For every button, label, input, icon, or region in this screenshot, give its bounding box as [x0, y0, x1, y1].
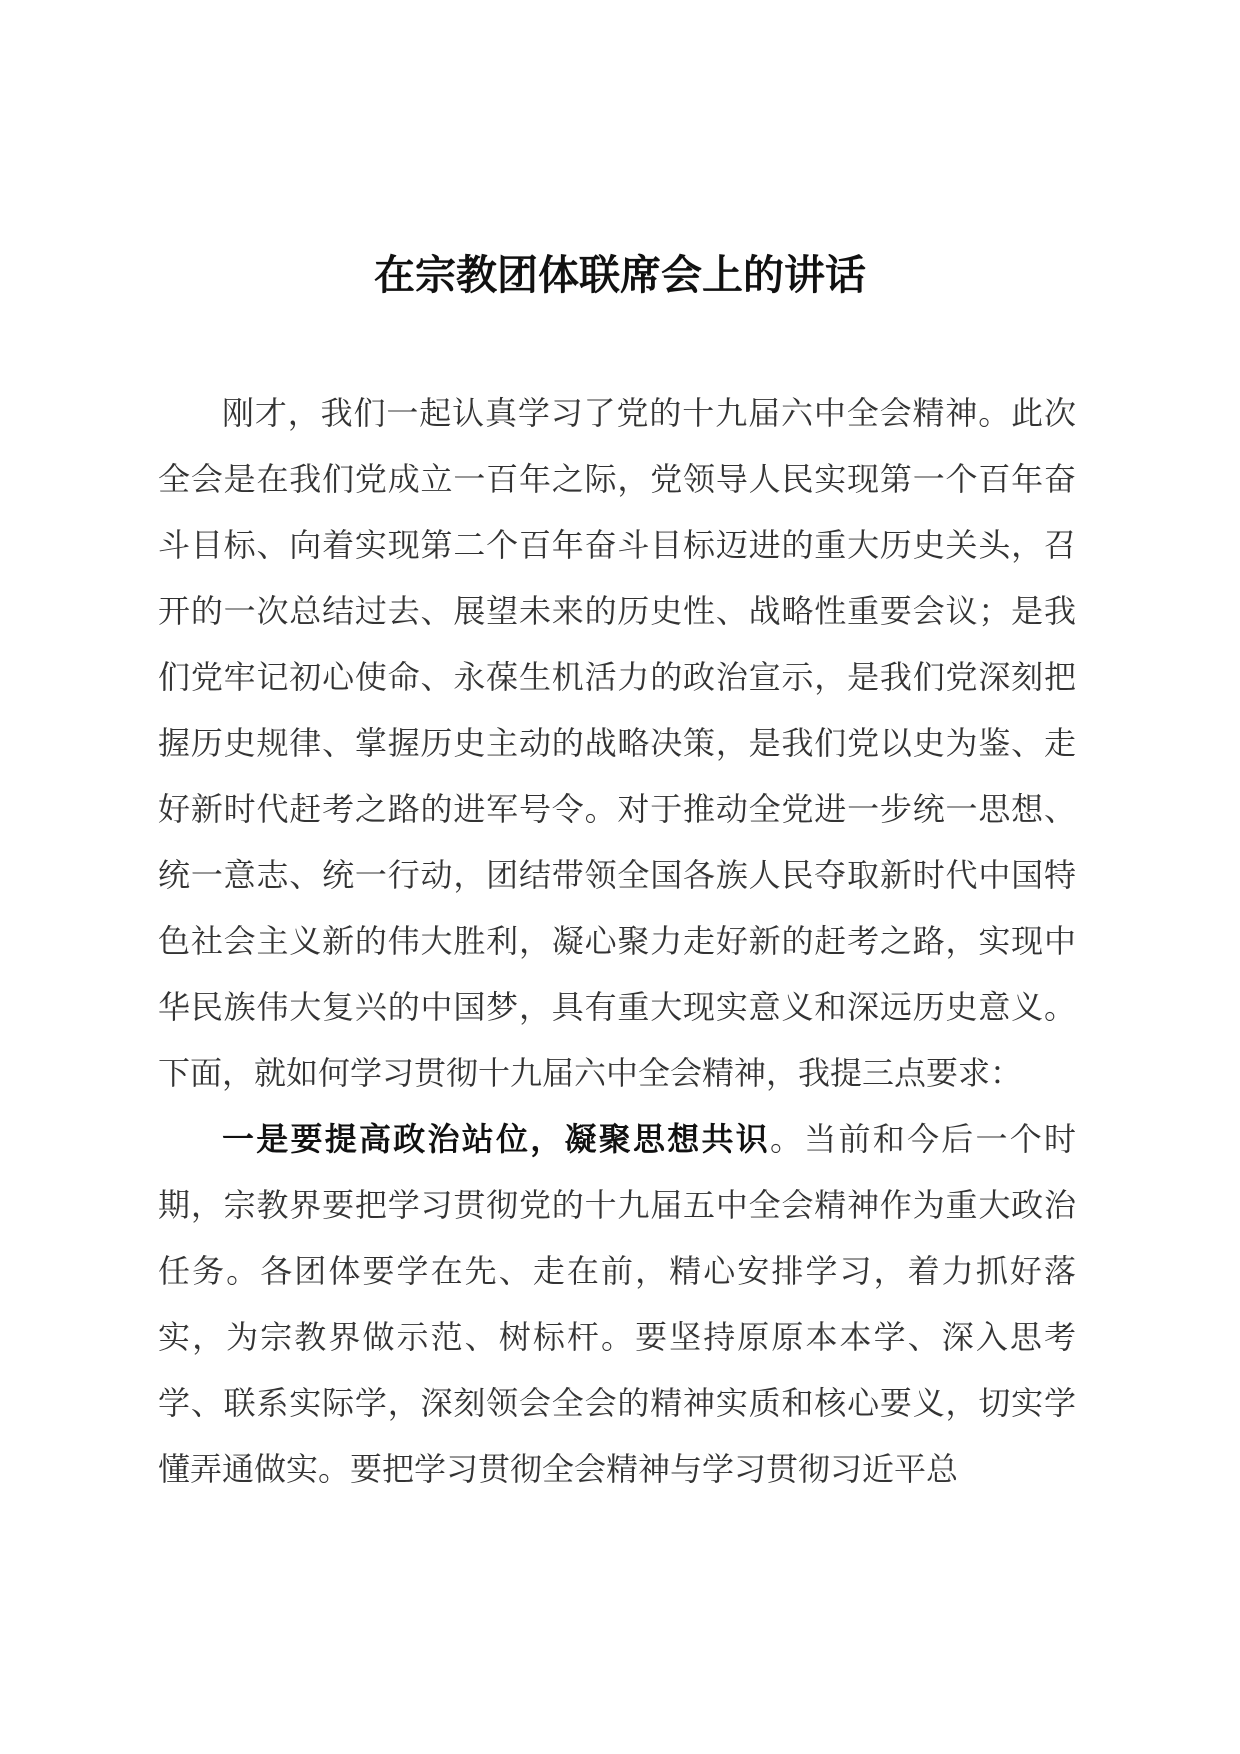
paragraph-lead-heading: 一是要提高政治站位，凝聚思想共识 [222, 1120, 770, 1158]
paragraph-intro [158, 380, 1076, 1106]
paragraph-text: 刚才，我们一起认真学习了党的十九届六中全会精神。此次全会是在我们党成立一百年之际，党领导人民实现第一个百年奋斗目标、向着实现第二个百年奋斗目标迈进的重大历史关头，召开的一次总结过去、展望未来的历史性、战略性重要会议；是我们党牢记初心使命、永葆生机活力的政治宣示，是我们党深刻把握历史规律、掌握历史主动的战略决策，是我们党以史为鉴、走好新时代赶考之路的进军号令。对于推动全党进一步统一思想、统一意志、统一行动，团结带领全国各族人民夺取新时代中国特色社会主义新的伟大胜利，凝心聚力走好新的赶考之路，实现中华民族伟大复兴的中国梦，具有重大现实意义和深远历史意义。下面，就如何学习贯彻十九届六中全会精神，我提三点要求： [158, 394, 1076, 1092]
paragraph-point-one [158, 1106, 1076, 1502]
document-title: 在宗教团体联席会上的讲话 [374, 251, 866, 299]
document-body [158, 380, 1076, 1502]
paragraph-text: 。当前和今后一个时期，宗教界要把学习贯彻党的十九届五中全会精神作为重大政治任务。各团体要学在先、走在前，精心安排学习，着力抓好落实，为宗教界做示范、树标杆。要坚持原原本本学、深入思考学、联系实际学，深刻领会全会的精神实质和核心要义，切实学懂弄通做实。要把学习贯彻全会精神与学习贯彻习近平总 [158, 1120, 1076, 1488]
